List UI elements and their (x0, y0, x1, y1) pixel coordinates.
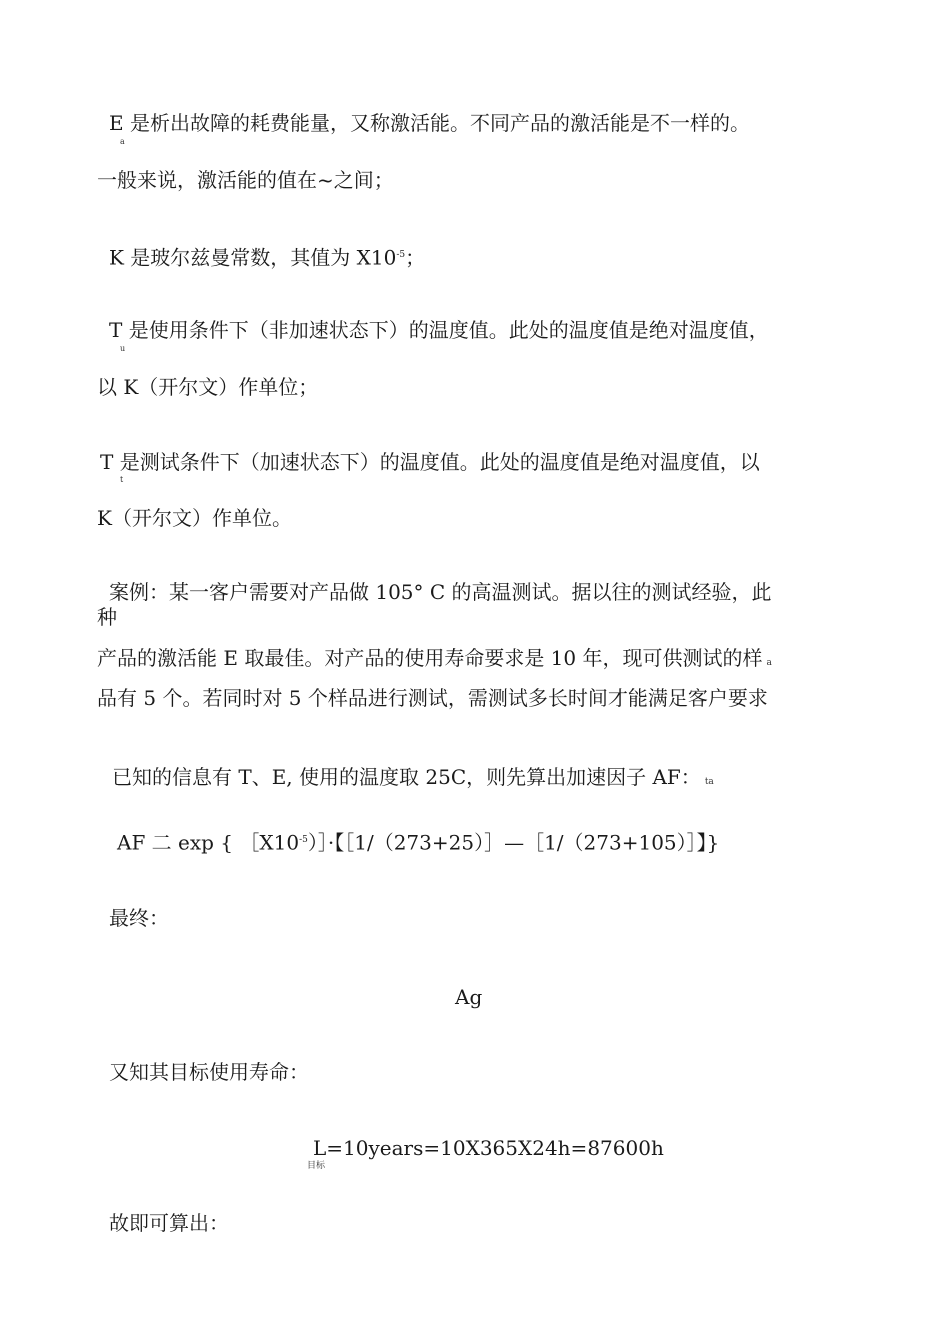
text-line-compute: 故即可算出： (109, 1211, 229, 1235)
text-line-samples: 品有 5 个。若同时对 5 个样品进行测试，需测试多长时间才能满足客户要求 (97, 686, 768, 710)
text-line-test-temp: T 是测试条件下（加速状态下）的温度值。此处的温度值是绝对温度值，以 (100, 450, 760, 474)
formula-af-part2: ）］·【［1/（273+25）］—［1/（273+105）］】} (307, 830, 720, 855)
known-info-text: 已知的信息有 T、E, 使用的温度取 25C，则先算出加速因子 AF： (112, 765, 701, 789)
lifetime-text: 产品的激活能 E 取最佳。对产品的使用寿命要求是 10 年，现可供测试的样 (97, 646, 763, 670)
formula-af-exponent: -5 (299, 835, 308, 845)
lifetime-tag: a (766, 658, 772, 668)
text-line-known-info (112, 765, 714, 794)
formula-ag: Ag (455, 985, 483, 1009)
text-line-kelvin-1: 以 K（开尔文）作单位； (97, 375, 319, 399)
text-line-activation-energy: E 是析出故障的耗费能量，又称激活能。不同产品的激活能是不一样的。 (109, 111, 750, 135)
subscript-a: a (120, 137, 125, 146)
text-line-use-temp: T 是使用条件下（非加速状态下）的温度值。此处的温度值是绝对温度值， (109, 318, 769, 342)
text-line-target-life: 又知其目标使用寿命： (109, 1060, 309, 1084)
text-line-boltzmann (109, 243, 425, 270)
known-info-tag: ta (704, 777, 714, 787)
formula-target-life: L=10years=10X365X24h=87600h (313, 1136, 664, 1160)
text-line-case-cont: 种 (97, 605, 117, 629)
text-line-activation-range: 一般来说，激活能的值在~之间； (97, 168, 394, 192)
subscript-t: t (120, 475, 124, 484)
subscript-u: u (120, 344, 126, 353)
boltzmann-exponent: -5 (396, 250, 406, 260)
boltzmann-end: ； (405, 245, 426, 270)
text-line-case: 案例：某一客户需要对产品做 105° C 的高温测试。据以往的测试经验，此 (109, 580, 772, 604)
boltzmann-text: K 是玻尔兹曼常数，其值为 X10 (109, 245, 397, 270)
subscript-target: 目标 (307, 1161, 326, 1171)
formula-af-part1: AF 二 exp { ［X10 (117, 830, 300, 855)
text-line-kelvin-2: K（开尔文）作单位。 (97, 506, 292, 530)
text-line-final: 最终： (109, 906, 169, 930)
text-line-lifetime (97, 646, 772, 675)
formula-af (117, 828, 719, 855)
